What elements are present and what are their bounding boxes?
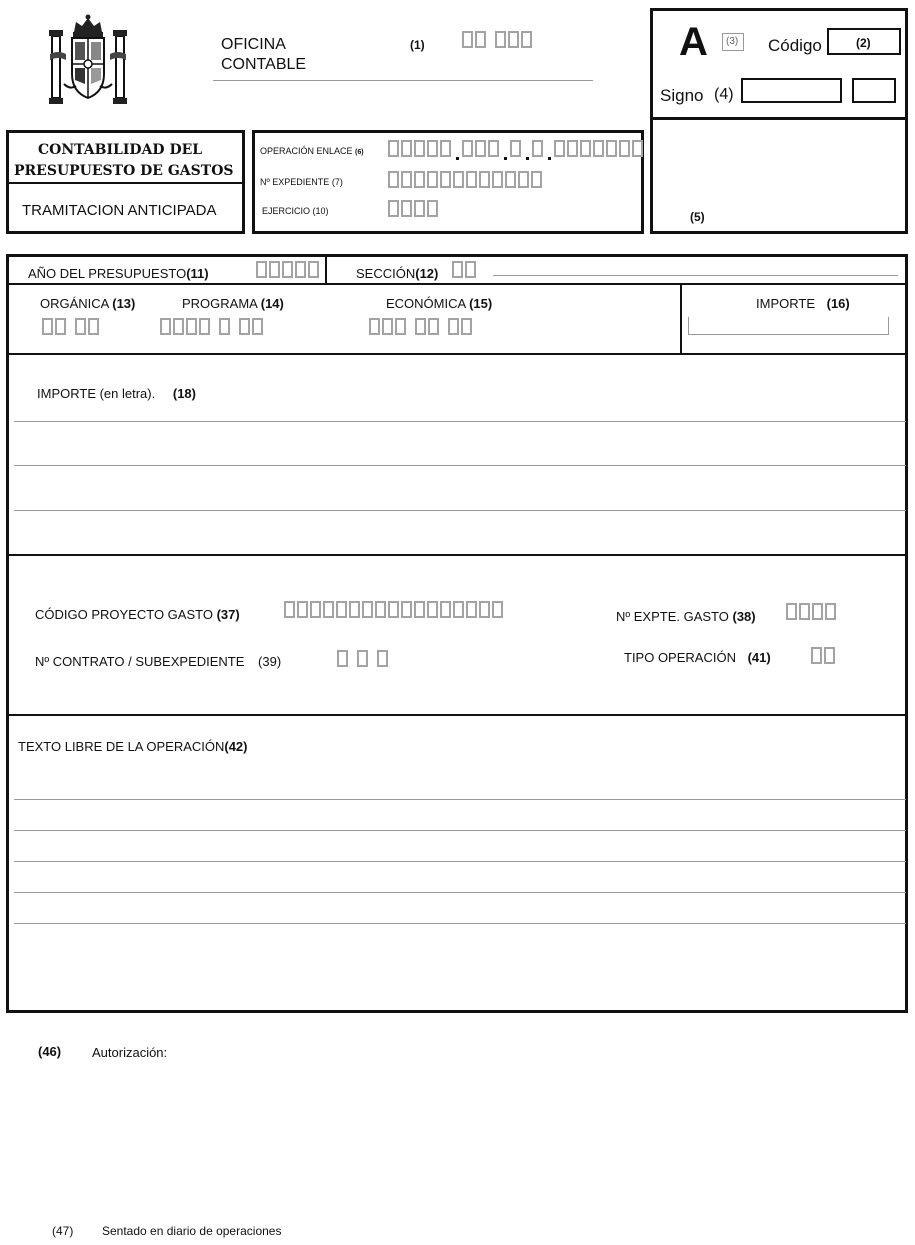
organica-label bbox=[40, 296, 135, 311]
codigo-proyecto-label-text: CÓDIGO PROYECTO GASTO bbox=[35, 607, 213, 622]
expediente-label bbox=[260, 177, 343, 187]
codigo-label: Código bbox=[768, 36, 822, 55]
codigo-proyecto-label bbox=[35, 607, 240, 622]
programa-label-text: PROGRAMA bbox=[182, 296, 258, 311]
enlace-field-number: (6) bbox=[355, 149, 364, 156]
seccion-label-text: SECCIÓN bbox=[356, 266, 416, 281]
enlace-label bbox=[260, 146, 364, 156]
organica-cells[interactable] bbox=[42, 318, 101, 335]
seccion-field-number: (12) bbox=[415, 266, 439, 281]
seccion-underline bbox=[493, 275, 898, 276]
enlace-label-text: OPERACIÓN ENLACE bbox=[260, 146, 353, 156]
importe-field-number: (16) bbox=[826, 296, 850, 311]
oficina-label-line2: CONTABLE bbox=[221, 56, 307, 73]
importe-letra-line-3[interactable] bbox=[14, 510, 906, 511]
sentado-label: Sentado en diario de operaciones bbox=[102, 1224, 282, 1238]
codigo-proyecto-field-number: (37) bbox=[216, 607, 240, 622]
row3-bottom-line bbox=[8, 554, 906, 556]
anio-field-number: (11) bbox=[186, 266, 209, 281]
letter-field-number: (3) bbox=[726, 36, 739, 47]
tipo-operacion-label bbox=[624, 650, 771, 665]
programa-label bbox=[182, 296, 284, 311]
codigo-proyecto-cells[interactable] bbox=[284, 601, 505, 618]
ejercicio-cells[interactable] bbox=[388, 200, 440, 217]
importe-divider bbox=[680, 284, 682, 354]
coat-of-arms-emblem bbox=[46, 14, 130, 106]
texto-libre-line-5[interactable] bbox=[14, 923, 906, 924]
economica-cells[interactable] bbox=[369, 318, 474, 335]
expte-gasto-field-number: (38) bbox=[732, 609, 756, 624]
anio-label-text: AÑO DEL PRESUPUESTO bbox=[28, 266, 187, 281]
texto-libre-line-3[interactable] bbox=[14, 861, 906, 862]
tipo-operacion-cells[interactable] bbox=[811, 647, 837, 664]
importe-label-text: IMPORTE bbox=[756, 296, 815, 311]
texto-libre-field-number: (42) bbox=[224, 739, 248, 754]
document-type-letter: A bbox=[679, 20, 708, 64]
field-5-box[interactable] bbox=[650, 117, 908, 234]
texto-libre-line-4[interactable] bbox=[14, 892, 906, 893]
organica-field-number: (13) bbox=[112, 296, 136, 311]
enlace-cells[interactable] bbox=[388, 140, 645, 157]
texto-libre-label-text: TEXTO LIBRE DE LA OPERACIÓN bbox=[18, 739, 225, 754]
texto-libre-label bbox=[18, 739, 248, 754]
seccion-label bbox=[356, 266, 438, 281]
contrato-cells[interactable] bbox=[337, 650, 390, 667]
row2-bottom-line bbox=[8, 353, 906, 355]
ejercicio-label bbox=[262, 206, 329, 216]
signo-label: Signo bbox=[660, 86, 704, 105]
expediente-field-number: (7) bbox=[331, 177, 343, 187]
row1-bottom-line bbox=[8, 283, 906, 285]
economica-label-text: ECONÓMICA bbox=[386, 296, 466, 311]
economica-label bbox=[386, 296, 492, 311]
expediente-label-text: Nº EXPEDIENTE bbox=[260, 177, 330, 187]
anio-label bbox=[28, 266, 209, 281]
expediente-cells[interactable] bbox=[388, 171, 544, 188]
title-line1: CONTABILIDAD DEL bbox=[38, 142, 203, 158]
sentado-field-number: (47) bbox=[52, 1224, 74, 1238]
organica-label-text: ORGÁNICA bbox=[40, 296, 109, 311]
oficina-contable-cells[interactable] bbox=[462, 31, 534, 48]
title-line2: PRESUPUESTO DE GASTOS bbox=[14, 163, 234, 179]
signo-field-number: (4) bbox=[714, 86, 734, 103]
oficina-underline bbox=[213, 80, 593, 81]
importe-letra-line-1[interactable] bbox=[14, 421, 906, 422]
main-form-box bbox=[6, 254, 908, 1013]
expte-gasto-label bbox=[616, 609, 756, 624]
tipo-operacion-field-number: (41) bbox=[747, 650, 771, 665]
programa-field-number: (14) bbox=[260, 296, 284, 311]
anio-cells[interactable] bbox=[256, 261, 321, 278]
title-subtitle: TRAMITACION ANTICIPADA bbox=[22, 202, 217, 219]
texto-libre-line-1[interactable] bbox=[14, 799, 906, 800]
importe-label bbox=[756, 296, 850, 311]
ejercicio-field-number: (10) bbox=[312, 206, 329, 216]
expte-gasto-label-text: Nº EXPTE. GASTO bbox=[616, 609, 729, 624]
row4-bottom-line bbox=[8, 714, 906, 716]
autorizacion-field-number: (46) bbox=[38, 1044, 62, 1059]
ejercicio-label-text: EJERCICIO bbox=[262, 206, 311, 216]
contrato-field-number: (39) bbox=[258, 654, 282, 669]
contrato-label bbox=[35, 654, 281, 669]
tipo-operacion-label-text: TIPO OPERACIÓN bbox=[624, 650, 736, 665]
seccion-cells[interactable] bbox=[452, 261, 478, 278]
oficina-label-line1: OFICINA bbox=[221, 36, 286, 53]
oficina-field-number: (1) bbox=[410, 38, 425, 52]
importe-letra-label bbox=[37, 386, 196, 401]
signo-extra-box[interactable] bbox=[852, 78, 896, 103]
economica-field-number: (15) bbox=[469, 296, 493, 311]
contrato-label-text: Nº CONTRATO / SUBEXPEDIENTE bbox=[35, 654, 245, 669]
codigo-field-number: (2) bbox=[856, 36, 871, 50]
texto-libre-line-2[interactable] bbox=[14, 830, 906, 831]
importe-letra-line-2[interactable] bbox=[14, 465, 906, 466]
expte-gasto-cells[interactable] bbox=[786, 603, 838, 620]
importe-letra-field-number: (18) bbox=[172, 386, 196, 401]
field-5-number: (5) bbox=[690, 210, 705, 224]
signo-input-box[interactable] bbox=[741, 78, 842, 103]
anio-seccion-divider bbox=[325, 256, 327, 283]
autorizacion-label: Autorización: bbox=[92, 1045, 168, 1060]
importe-input-bracket[interactable] bbox=[688, 317, 889, 335]
importe-letra-label-text: IMPORTE (en letra). bbox=[37, 386, 156, 401]
title-box-divider bbox=[8, 182, 243, 184]
programa-cells[interactable] bbox=[160, 318, 265, 335]
